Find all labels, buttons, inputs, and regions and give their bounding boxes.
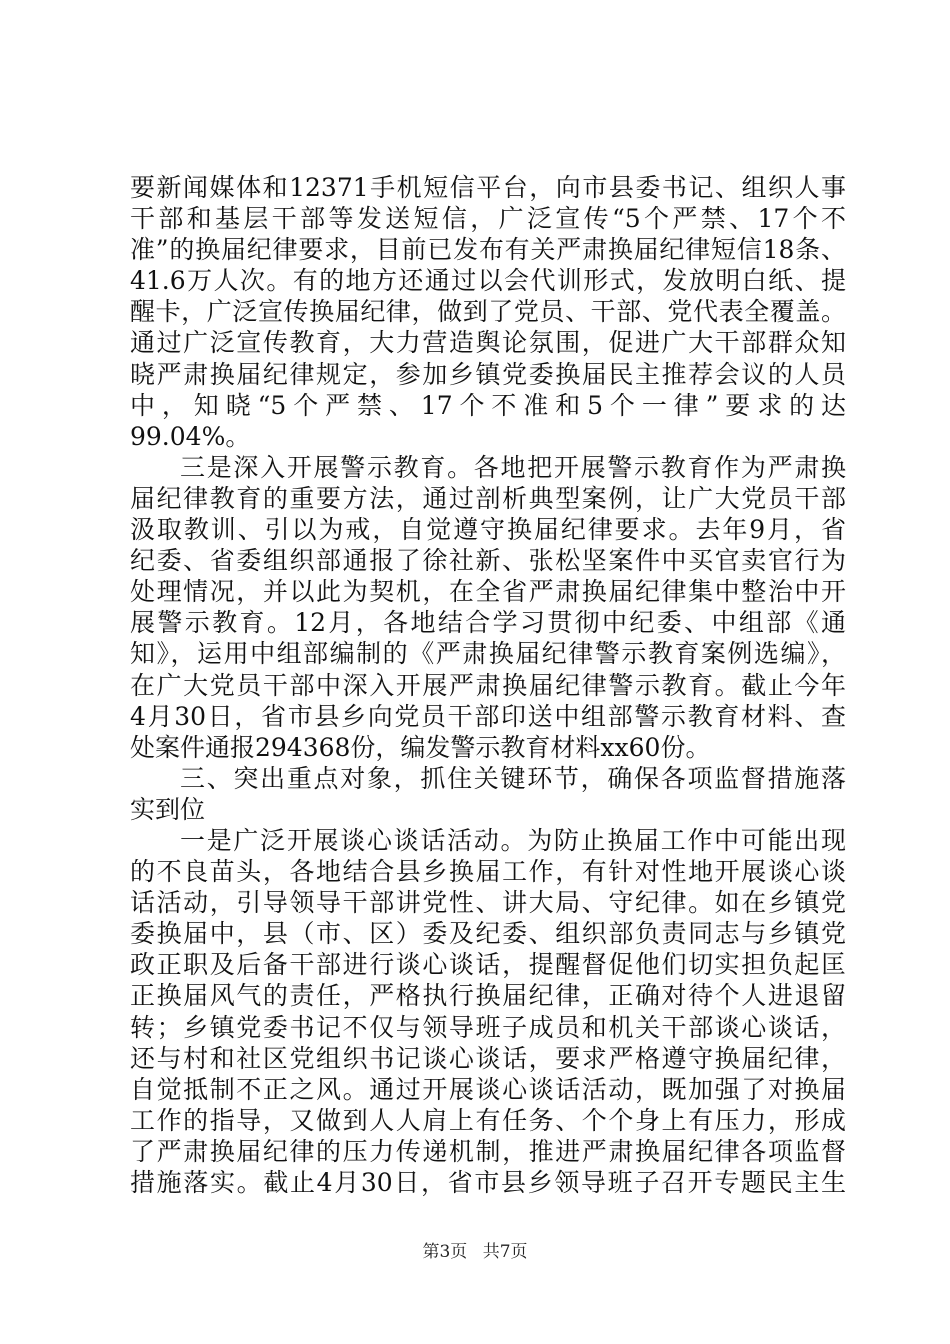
document-body (130, 172, 846, 1198)
text-line: 还与村和社区党组织书记谈心谈话，要求严格遵守换届纪律， (130, 1043, 846, 1073)
text-line: 的不良苗头，各地结合县乡换届工作，有针对性地开展谈心谈 (130, 857, 846, 887)
text-line: 了严肃换届纪律的压力传递机制，推进严肃换届纪律各项监督 (130, 1136, 846, 1166)
text-line: 知》，运用中组部编制的《严肃换届纪律警示教育案例选编》， (130, 639, 846, 669)
text-line: 自觉抵制不正之风。通过开展谈心谈话活动，既加强了对换届 (130, 1074, 846, 1104)
page-number: 第3页 (422, 1242, 468, 1262)
text-line: 一是广泛开展谈心谈话活动。为防止换届工作中可能出现 (180, 825, 846, 855)
text-line: 通过广泛宣传教育，大力营造舆论氛围，促进广大干部群众知 (130, 328, 846, 358)
text-line: 汲取教训、引以为戒，自觉遵守换届纪律要求。去年9月，省 (130, 515, 846, 545)
text-line: 话活动，引导领导干部讲党性、讲大局、守纪律。如在乡镇党 (130, 888, 846, 918)
text-line: 干部和基层干部等发送短信，广泛宣传“5个严禁、17个不 (130, 204, 846, 234)
text-line: 99.04%。 (130, 421, 251, 451)
text-line: 届纪律教育的重要方法，通过剖析典型案例，让广大党员干部 (130, 483, 846, 513)
text-line: 正换届风气的责任，严格执行换届纪律，正确对待个人进退留 (130, 981, 846, 1011)
text-line: 措施落实。截止4月30日，省市县乡领导班子召开专题民主生 (130, 1168, 846, 1197)
text-line: 在广大党员干部中深入开展严肃换届纪律警示教育。截止今年 (130, 670, 846, 700)
text-line: 实到位 (130, 794, 206, 824)
page-total: 共7页 (482, 1242, 528, 1262)
text-line: 准”的换届纪律要求，目前已发布有关严肃换届纪律短信18条、 (130, 235, 846, 265)
page-footer (0, 1240, 950, 1264)
text-line: 纪委、省委组织部通报了徐社新、张松坚案件中买官卖官行为 (130, 546, 846, 576)
text-line: 委换届中，县（市、区）委及纪委、组织部负责同志与乡镇党 (130, 919, 846, 949)
text-line: 处案件通报294368份，编发警示教育材料xx60份。 (130, 732, 711, 762)
text-line: 政正职及后备干部进行谈心谈话，提醒督促他们切实担负起匡 (130, 950, 846, 980)
text-line: 三、突出重点对象，抓住关键环节，确保各项监督措施落 (180, 763, 846, 793)
text-line: 41.6万人次。有的地方还通过以会代训形式，发放明白纸、提 (130, 266, 846, 296)
text-line: 工作的指导，又做到人人肩上有任务、个个身上有压力，形成 (130, 1105, 846, 1135)
text-line: 三是深入开展警示教育。各地把开展警示教育作为严肃换 (180, 452, 846, 482)
text-line: 4月30日，省市县乡向党员干部印送中组部警示教育材料、查 (130, 701, 846, 731)
text-line: 展警示教育。12月，各地结合学习贯彻中纪委、中组部《通 (130, 608, 846, 638)
text-line: 处理情况，并以此为契机，在全省严肃换届纪律集中整治中开 (130, 577, 846, 607)
text-line: 醒卡，广泛宣传换届纪律，做到了党员、干部、党代表全覆盖。 (130, 297, 846, 327)
text-line: 要新闻媒体和12371手机短信平台，向市县委书记、组织人事 (130, 173, 846, 202)
text-line: 晓严肃换届纪律规定，参加乡镇党委换届民主推荐会议的人员 (130, 359, 846, 389)
text-line: 转；乡镇党委书记不仅与领导班子成员和机关干部谈心谈话， (130, 1012, 846, 1042)
text-line: 中，知晓“5个严禁、17个不准和5个一律”要求的达 (130, 390, 846, 420)
